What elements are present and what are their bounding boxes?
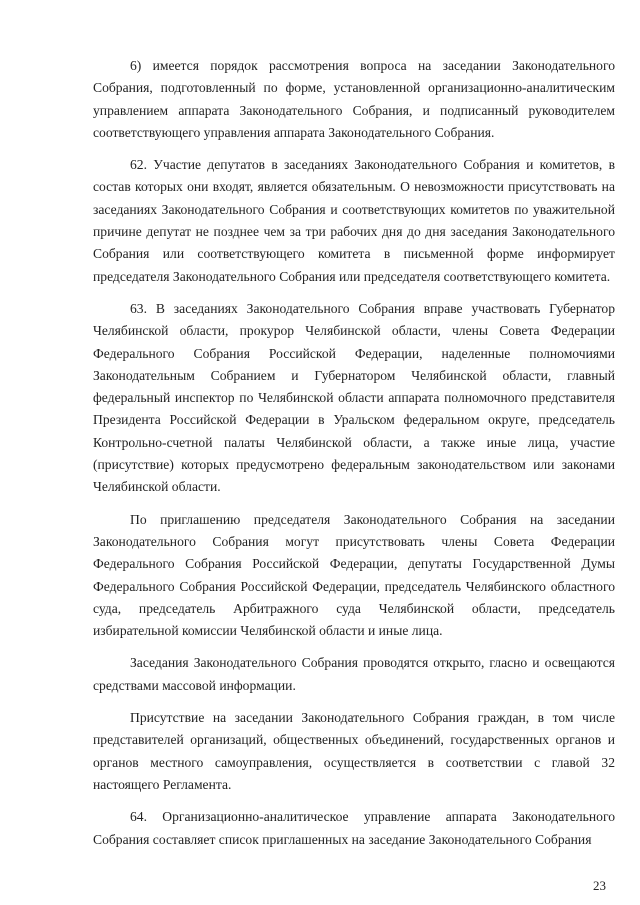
paragraph-item-6: 6) имеется порядок рассмотрения вопроса на заседании Законодательного Собрания, подготовленный по форме, установленной организационно-аналитическим управлением аппарата Законодательного Собрания, и подписанный руководителем соответствующего управления аппарата Законодательного Собрания. xyxy=(93,58,615,140)
document-body xyxy=(93,55,615,851)
paragraph-open-sessions: Заседания Законодательного Собрания проводятся открыто, гласно и освещаются средствами массовой информации. xyxy=(93,655,615,693)
paragraph-invitation: По приглашению председателя Законодательного Собрания на заседании Законодательного Собрания могут присутствовать члены Совета Федерации Федерального Собрания Российской Федерации, депутаты Государственной Думы Федерального Собрания Российской Федерации, председатель Челябинского областного суда, председатель Арбитражного суда Челябинской области, председатель избирательной комиссии Челябинской области и иные лица. xyxy=(93,511,615,639)
paragraph-63: 63. В заседаниях Законодательного Собрания вправе участвовать Губернатор Челябинской области, прокурор Челябинской области, члены Совета Федерации Федерального Собрания Российской Федерации, наделенные полномочиями Законодательным Собранием и Губернатором Челябинской области, главный федеральный инспектор по Челябинской области аппарата полномочного представителя Президента Российской Федерации в Уральском федеральном округе, председатель Контрольно-счетной палаты Челябинской области, а также иные лица, участие (присутствие) которых предусмотрено федеральным законодательством или законами Челябинской области. xyxy=(93,300,615,495)
paragraph-64: 64. Организационно-аналитическое управление аппарата Законодательного Собрания составляет список приглашенных на заседание Законодательного Собрания xyxy=(93,809,615,847)
paragraph-62: 62. Участие депутатов в заседаниях Законодательного Собрания и комитетов, в состав которых они входят, является обязательным. О невозможности присутствовать на заседаниях Законодательного Собрания и соответствующих комитетов по уважительной причине депутат не позднее чем за три рабочих дня до дня заседания Законодательного Собрания или соответствующего комитета в письменной форме информирует председателя Законодательного Собрания или председателя соответствующего комитета. xyxy=(93,157,615,284)
page-number: 23 xyxy=(593,878,606,893)
paragraph-citizens-presence: Присутствие на заседании Законодательного Собрания граждан, в том числе представителей организаций, общественных объединений, государственных органов и органов местного самоуправления, осуществляется в соответствии с главой 32 настоящего Регламента. xyxy=(93,710,615,792)
